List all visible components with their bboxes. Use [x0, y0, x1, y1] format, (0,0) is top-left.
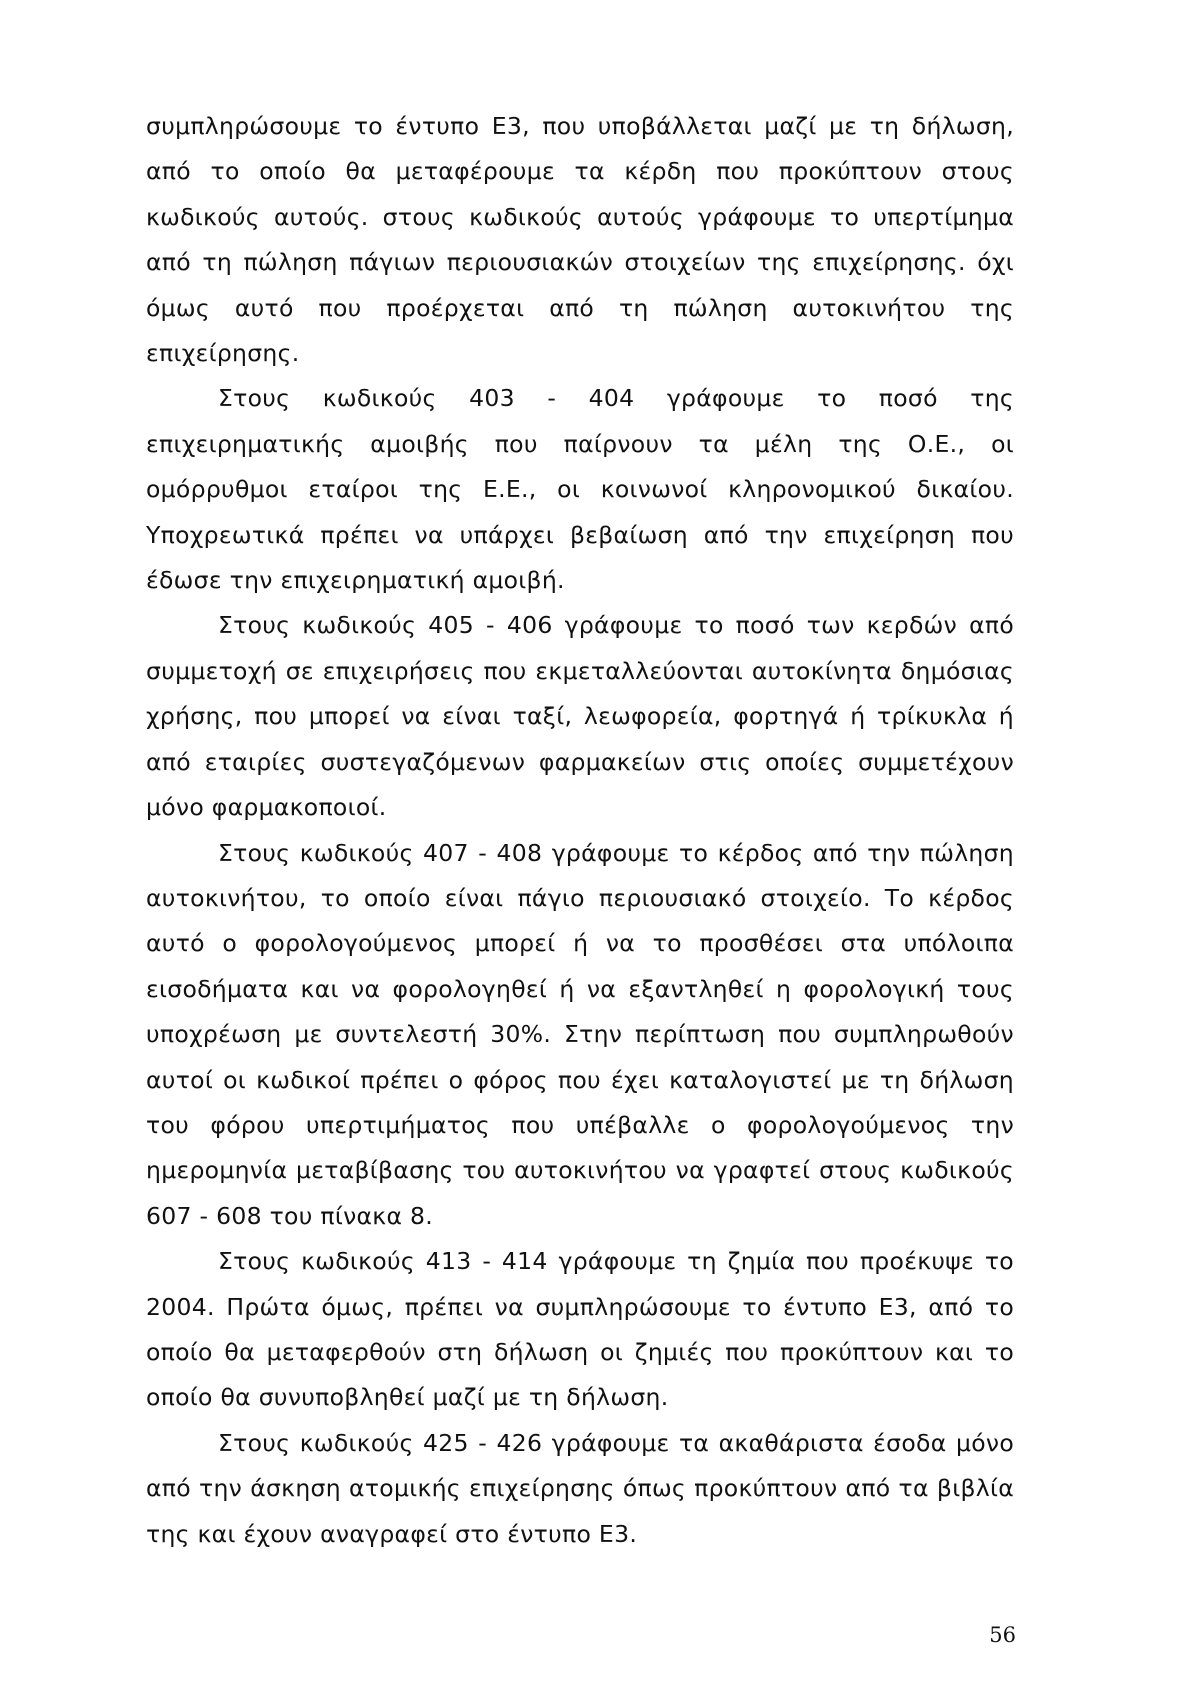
body-text	[146, 104, 1014, 1557]
paragraph-5: Στους κωδικούς 413 - 414 γράφουμε τη ζημία που προέκυψε το 2004. Πρώτα όμως, πρέπει να συμπληρώσουμε το έντυπο Ε3, από το οποίο θα μεταφερθούν στη δήλωση οι ζημιές που προκύπτουν και το οποίο θα συνυποβληθεί μαζί με τη δήλωση.	[146, 1247, 1014, 1412]
paragraph-6: Στους κωδικούς 425 - 426 γράφουμε τα ακαθάριστα έσοδα μόνο από την άσκηση ατομικής επιχείρησης όπως προκύπτουν από τα βιβλία της και έχουν αναγραφεί στο έντυπο Ε3.	[146, 1428, 1014, 1548]
paragraph-3: Στους κωδικούς 405 - 406 γράφουμε το ποσό των κερδών από συμμετοχή σε επιχειρήσεις που εκμεταλλεύονται αυτοκίνητα δημόσιας χρήσης, που μπορεί να είναι ταξί, λεωφορεία, φορτηγά ή τρίκυκλα ή από εταιρίες συστεγαζόμενων φαρμακείων στις οποίες συμμετέχουν μόνο φαρμακοποιοί.	[146, 611, 1014, 822]
page-number: 56	[989, 1623, 1016, 1647]
paragraph-2: Στους κωδικούς 403 - 404 γράφουμε το ποσό της επιχειρηματικής αμοιβής που παίρνουν τα μέλη της Ο.Ε., οι ομόρρυθμοι εταίροι της Ε.Ε., οι κοινωνοί κληρονομικού δικαίου. Υποχρεωτικά πρέπει να υπάρχει βεβαίωση από την επιχείρηση που έδωσε την επιχειρηματική αμοιβή.	[146, 384, 1014, 595]
paragraph-4: Στους κωδικούς 407 - 408 γράφουμε το κέρδος από την πώληση αυτοκινήτου, το οποίο είναι πάγιο περιουσιακό στοιχείο. Το κέρδος αυτό ο φορολογούμενος μπορεί ή να το προσθέσει στα υπόλοιπα εισοδήματα και να φορολογηθεί ή να εξαντληθεί η φορολογική τους υποχρέωση με συντελεστή 30%. Στην περίπτωση που συμπληρωθούν αυτοί οι κωδικοί πρέπει ο φόρος που έχει καταλογιστεί με τη δήλωση του φόρου υπερτιμήματος που υπέβαλλε ο φορολογούμενος την ημερομηνία μεταβίβασης του αυτοκινήτου να γραφτεί στους κωδικούς 607 - 608 του πίνακα 8.	[146, 838, 1014, 1230]
paragraph-1: συμπληρώσουμε το έντυπο Ε3, που υποβάλλεται μαζί με τη δήλωση, από το οποίο θα μεταφέρουμε τα κέρδη που προκύπτουν στους κωδικούς αυτούς. στους κωδικούς αυτούς γράφουμε το υπερτίμημα από τη πώληση πάγιων περιουσιακών στοιχείων της επιχείρησης. όχι όμως αυτό που προέρχεται από τη πώληση αυτοκινήτου της επιχείρησης.	[146, 112, 1014, 368]
